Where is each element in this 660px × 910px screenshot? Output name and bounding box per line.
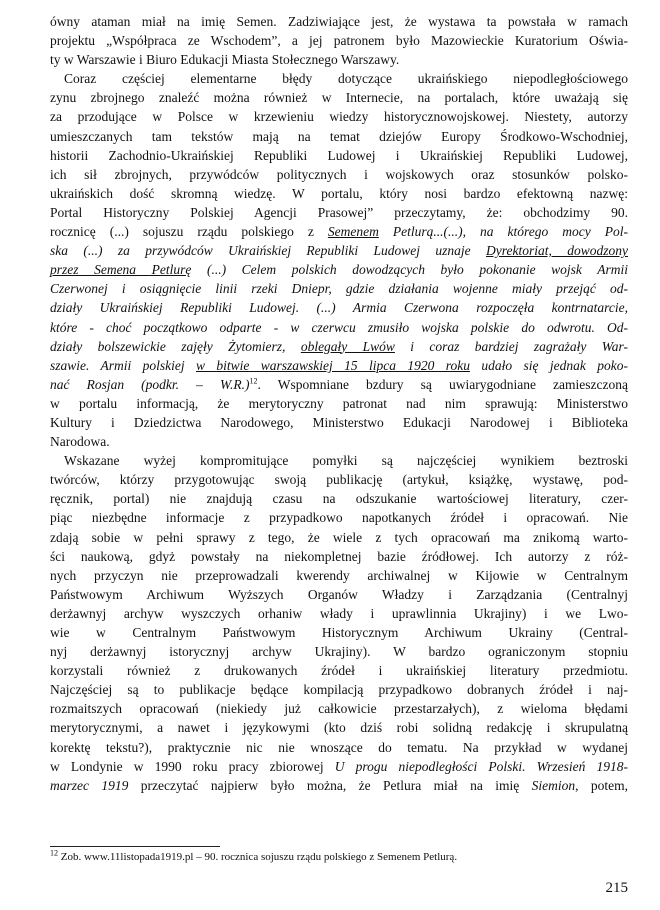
text-run: w Londynie w 1990 roku pracy zbiorowej <box>50 758 335 774</box>
text-run: przeczytać najpierw było można, że Petlura miał na imię <box>128 777 532 793</box>
text-line: nyj derżawnyj istorycznyj archyw Ukrajiny). W bardzo ograniczonym stopniu <box>50 644 628 660</box>
underlined-text: przez Semena Petlurę <box>50 262 192 278</box>
text-line: działy Ukraińskiej Republiki Ludowej. (...) Armia Czerwona rozpoczęła kontrnatarcie, <box>50 300 628 316</box>
text-line: derżawnyj archyw wyszczych orhaniw włady i uprawlinnia Ukrajiny) i we Lwo- <box>50 605 628 621</box>
underlined-text: Semenem <box>327 224 379 240</box>
italic-text: (...) Celem polskich dowodzących było pokonanie wojsk Armii <box>191 262 628 278</box>
text-line <box>50 776 628 795</box>
underlined-text: oblegały Lwów <box>300 338 395 354</box>
book-title: U progu niepodległości Polski. Wrzesień 1918- <box>334 758 628 774</box>
page-number: 215 <box>605 880 628 896</box>
text-line: Czerwonej i osiągnięcie linii rzeki Dniepr, gdzie działania wojenne miały przejąć od- <box>50 281 628 297</box>
italic-text: Petlurą...(...), na którego mocy Pol- <box>378 224 628 240</box>
text-line: Coraz częściej elementarne błędy dotyczące ukraińskiego niepodległościowego <box>64 71 628 87</box>
text-line: piąc niezbędne informacje z przypadkowo napotkanych źródeł i opracowań. Nie <box>50 510 628 526</box>
text-line: Narodowa. <box>50 434 110 450</box>
text-line <box>50 356 628 375</box>
footnote-text: Zob. www.11listopada1919.pl – 90. rocznica sojuszu rządu polskiego z Semenem Petlurą. <box>58 851 458 863</box>
underlined-text: w bitwie warszawskiej 15 lipca 1920 roku <box>196 357 471 373</box>
text-line: korzystali również z drukowanych źródeł i ukraińskiej literatury przedmiotu. <box>50 663 628 679</box>
text-line: rozmaitszych opracowań (niekiedy już całkowicie przestarzałych), z wieloma błędami <box>50 701 628 717</box>
italic-text: ska (...) za przywódców Ukraińskiej Republiki Ludowej uznaje <box>50 243 487 259</box>
italic-text: i coraz bardziej zagrażały War- <box>394 338 628 354</box>
text-line <box>50 222 628 241</box>
text-line: Wskazane wyżej kompromitujące pomyłki są najczęściej wynikiem beztroski <box>64 453 628 469</box>
italic-text: nać Rosjan (podkr. – W.R.) <box>50 376 250 392</box>
text-line: wie w Centralnym Państwowym Historycznym Archiwum Ukrainy (Central- <box>50 625 628 640</box>
italic-text: udało się jednak poko- <box>470 357 628 373</box>
text-line: ści naukową, gdyż powstały na niekompletnej bazie źródłowej. Ich autorzy z róż- <box>50 548 628 564</box>
text-line: ręcznik, portal) nie znajdują czasu na odszukanie wartościowej literatury, czer- <box>50 491 628 507</box>
underlined-text: Dyrektoriat, dowodzony <box>486 243 628 259</box>
text-line: nych przyczyn nie przeprowadzali kwerendy archiwalnej w Kijowie w Centralnym <box>50 567 628 583</box>
italic-text: szawie. Armii polskiej <box>50 357 197 373</box>
text-line <box>50 260 628 279</box>
text-line: korektę tekstu?), praktycznie nic nie wnoszące do tematu. Na przykład w wydanej <box>50 739 628 755</box>
text-line <box>50 757 628 776</box>
book-title: marzec 1919 <box>50 777 129 793</box>
text-line: za przodujące w Polsce w krzewieniu wiedzy historycznowojskowej. Niestety, autorzy <box>50 109 628 125</box>
italic-text: działy bolszewickie zajęły Żytomierz, <box>50 338 301 354</box>
text-line: ukraińskich dość skromną wiedzę. W portalu, który nosi bardzo efektowną nazwę: <box>50 185 628 201</box>
text-line <box>50 375 628 394</box>
footnote <box>50 850 628 864</box>
footnote-marker[interactable]: 12 <box>249 376 258 386</box>
text-line: umieszczanych tam tekstów mają na temat dziejów Europy Środkowo-Wschodniej, <box>50 128 628 144</box>
text-line: Najczęściej są to publikacje będące kompilacją przypadkowo dobranych źródeł i naj- <box>50 682 628 698</box>
text-run: rocznicę (...) sojuszu rządu polskiego z <box>50 224 328 240</box>
footnote-marker: 12 <box>50 848 58 858</box>
text-line: projektu „Współpraca ze Wschodem”, a jej patronem było Mazowieckie Kuratorium Oświa- <box>50 33 628 49</box>
text-line: zynu zbrojnego znaleźć można również w Internecie, na portalach, które uważają się <box>50 90 628 106</box>
text-line: zdają sobie w pełni sprawy z tego, że wiele z tych opracowań ma znikomą warto- <box>50 529 628 545</box>
footnote-divider <box>50 846 220 847</box>
main-text <box>50 12 628 795</box>
text-line: ówny ataman miał na imię Semen. Zadziwiające jest, że wystawa ta powstała w ramach <box>50 14 628 29</box>
text-line: merytorycznymi, a nawet i językowymi (kto dziś robi solidną redakcję i skrupulatną <box>50 720 628 736</box>
text-run: , potem, <box>575 777 628 793</box>
text-line: Portal Historyczny Polskiej Agencji Prasowej” przeczytamy, że: obchodzimy 90. <box>50 204 628 220</box>
text-line: ich sił zbrojnych, przywódców politycznych i wojskowych oraz stosunków polsko- <box>50 166 628 182</box>
text-line: twórców, którzy przygotowując swoją publikację (artykuł, książkę, wystawę, pod- <box>50 472 628 488</box>
text-line: Państwowym Archiwum Wyższych Organów Władzy i Zarządzania (Centralnyj <box>50 586 628 602</box>
text-line <box>50 241 628 260</box>
text-line: historii Zachodnio-Ukraińskiej Republiki Ludowej i Ukraińskiej Republiki Ludowej, <box>50 147 628 163</box>
text-line: które - choć początkowo odparte - w czerwcu zmusiło wojska polskie do odwrotu. Od- <box>50 319 628 335</box>
text-line: ty w Warszawie i Biuro Edukacji Miasta Stołecznego Warszawy. <box>50 52 400 68</box>
text-line: w portalu informacją, że merytoryczny patronat nad nim sprawują: Ministerstwo <box>50 395 628 411</box>
italic-name: Siemion <box>531 777 576 793</box>
text-line: Kultury i Dziedzictwa Narodowego, Ministerstwo Edukacji Narodowej i Biblioteka <box>50 414 628 430</box>
text-line <box>50 337 628 356</box>
text-run: . Wspomniane bzdury są uwiarygodniane zamieszczoną <box>257 376 628 392</box>
